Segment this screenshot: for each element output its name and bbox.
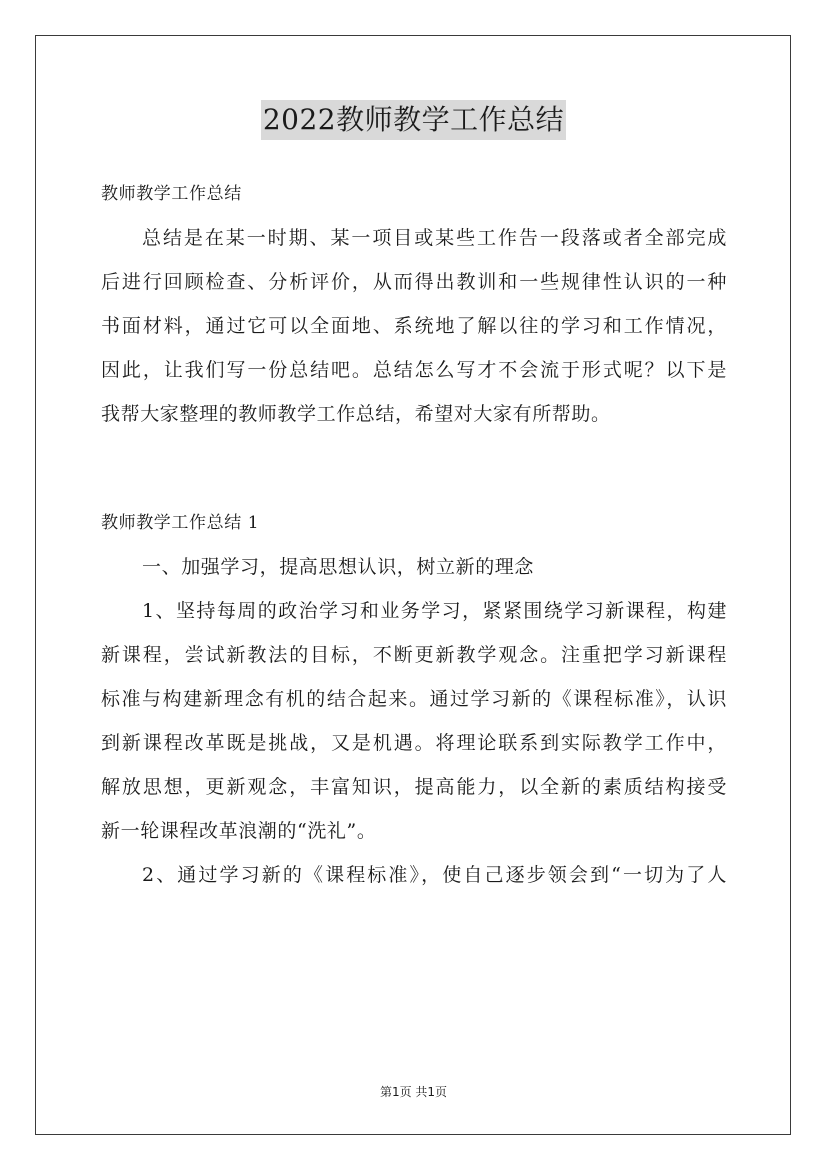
title-wrapper [0,100,827,140]
document-title: 2022教师教学工作总结 [261,100,566,140]
section-heading: 教师教学工作总结 1 [101,513,260,533]
section-spacer [101,436,727,501]
intro-heading: 教师教学工作总结 [101,184,242,204]
intro-paragraph [101,216,727,436]
paragraph-line: 1、坚持每周的政治学习和业务学习，紧紧围绕学习新课程，构建 [142,600,727,622]
paragraph-line: 新一轮课程改革浪潮的“洗礼”。 [101,820,377,842]
document-body [101,172,727,897]
paragraph-line: 2、通过学习新的《课程标准》，使自己逐步领会到“一切为了人 [142,864,727,886]
subheading: 一、加强学习，提高思想认识，树立新的理念 [142,556,535,578]
paragraph-line: 解放思想，更新观念，丰富知识，提高能力，以全新的素质结构接受 [101,776,727,798]
paragraph-line: 总结是在某一时期、某一项目或某些工作告一段落或者全部完成 [142,227,727,249]
paragraph-line: 我帮大家整理的教师教学工作总结，希望对大家有所帮助。 [101,403,611,425]
paragraph-line: 后进行回顾检查、分析评价，从而得出教训和一些规律性认识的一种 [101,271,727,293]
item-2-paragraph [101,853,727,897]
page-footer: 第1页 共1页 [379,1085,448,1099]
paragraph-line: 标准与构建新理念有机的结合起来。通过学习新的《课程标准》，认识 [101,688,727,710]
item-1-paragraph [101,589,727,853]
paragraph-line: 新课程，尝试新教法的目标，不断更新教学观念。注重把学习新课程 [101,644,727,666]
paragraph-line: 书面材料，通过它可以全面地、系统地了解以往的学习和工作情况， [101,315,727,337]
paragraph-line: 因此，让我们写一份总结吧。总结怎么写才不会流于形式呢？以下是 [101,359,727,381]
paragraph-line: 到新课程改革既是挑战，又是机遇。将理论联系到实际教学工作中， [101,732,727,754]
